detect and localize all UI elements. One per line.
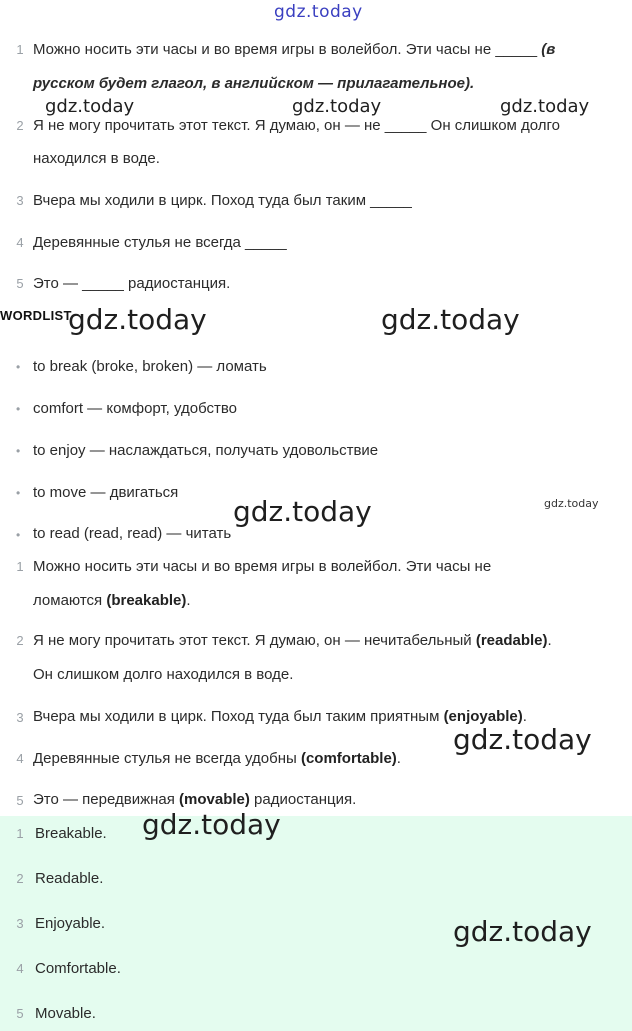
exercise-item-2-line-2: находился в воде. <box>33 150 160 167</box>
translation-item-3: Вчера мы ходили в цирк. Поход туда был таким приятным (enjoyable). <box>33 708 527 725</box>
answer-number-3: 3 <box>16 916 24 931</box>
watermark: gdz.today <box>544 497 599 510</box>
exercise-number-4: 4 <box>16 235 24 250</box>
translation-item-4: Деревянные стулья не всегда удобны (comfortable). <box>33 750 401 767</box>
exercise-item-1-line-1: Можно носить эти часы и во время игры в волейбол. Эти часы не _____ (в <box>33 41 556 58</box>
answer-number-2: 2 <box>16 871 24 886</box>
bullet-icon: • <box>16 360 21 374</box>
translation-item-2-line-2: Он слишком долго находился в воде. <box>33 666 294 683</box>
wordlist-item-1: to break (broke, broken) — ломать <box>33 358 267 375</box>
translation-number-4: 4 <box>16 751 24 766</box>
answer-item-2: Readable. <box>35 870 104 887</box>
watermark: gdz.today <box>45 96 135 117</box>
watermark: gdz.today <box>453 723 592 756</box>
bullet-icon: • <box>16 444 21 458</box>
exercise-item-3-line-1: Вчера мы ходили в цирк. Поход туда был таким _____ <box>33 192 412 209</box>
wordlist-item-5: to read (read, read) — читать <box>33 525 232 542</box>
translation-item-1-line-1: Можно носить эти часы и во время игры в волейбол. Эти часы не <box>33 558 492 575</box>
watermark: gdz.today <box>292 96 382 117</box>
answer-item-5: Movable. <box>35 1005 96 1022</box>
exercise-item-2-line-1: Я не могу прочитать этот текст. Я думаю, он — не _____ Он слишком долго <box>33 117 561 134</box>
wordlist-item-3: to enjoy — наслаждаться, получать удовольствие <box>33 442 379 459</box>
translation-item-5: Это — передвижная (movable) радиостанция. <box>33 791 357 808</box>
answer-item-4: Comfortable. <box>35 960 121 977</box>
exercise-item-1-line-2: русском будет глагол, в английском — прилагательное). <box>33 75 475 92</box>
answer-item-3: Enjoyable. <box>35 915 106 932</box>
watermark: gdz.today <box>453 915 592 948</box>
wordlist-item-2: comfort — комфорт, удобство <box>33 400 238 417</box>
answer-number-4: 4 <box>16 961 24 976</box>
translation-number-1: 1 <box>16 559 24 574</box>
exercise-number-3: 3 <box>16 193 24 208</box>
watermark: gdz.today <box>381 303 520 336</box>
bullet-icon: • <box>16 486 21 500</box>
watermark: gdz.today <box>142 808 281 841</box>
answer-number-5: 5 <box>16 1006 24 1021</box>
exercise-number-2: 2 <box>16 118 24 133</box>
wordlist-heading: WORDLIST <box>0 308 72 323</box>
wordlist-item-4: to move — двигаться <box>33 484 179 501</box>
translation-item-1-line-2: ломаются (breakable). <box>33 592 191 609</box>
watermark: gdz.today <box>500 96 590 117</box>
watermark-top: gdz.today <box>274 2 363 22</box>
bullet-icon: • <box>16 402 21 416</box>
exercise-number-1: 1 <box>16 42 24 57</box>
translation-number-5: 5 <box>16 793 24 808</box>
translation-item-2-line-1: Я не могу прочитать этот текст. Я думаю, он — нечитабельный (readable). <box>33 632 552 649</box>
translation-number-3: 3 <box>16 710 24 725</box>
exercise-item-5-line-1: Это — _____ радиостанция. <box>33 275 231 292</box>
exercise-number-5: 5 <box>16 276 24 291</box>
bullet-icon: • <box>16 528 21 542</box>
watermark: gdz.today <box>233 495 372 528</box>
answer-number-1: 1 <box>16 826 24 841</box>
answer-item-1: Breakable. <box>35 825 107 842</box>
translation-number-2: 2 <box>16 633 24 648</box>
watermark: gdz.today <box>68 303 207 336</box>
exercise-item-4-line-1: Деревянные стулья не всегда _____ <box>33 234 287 251</box>
